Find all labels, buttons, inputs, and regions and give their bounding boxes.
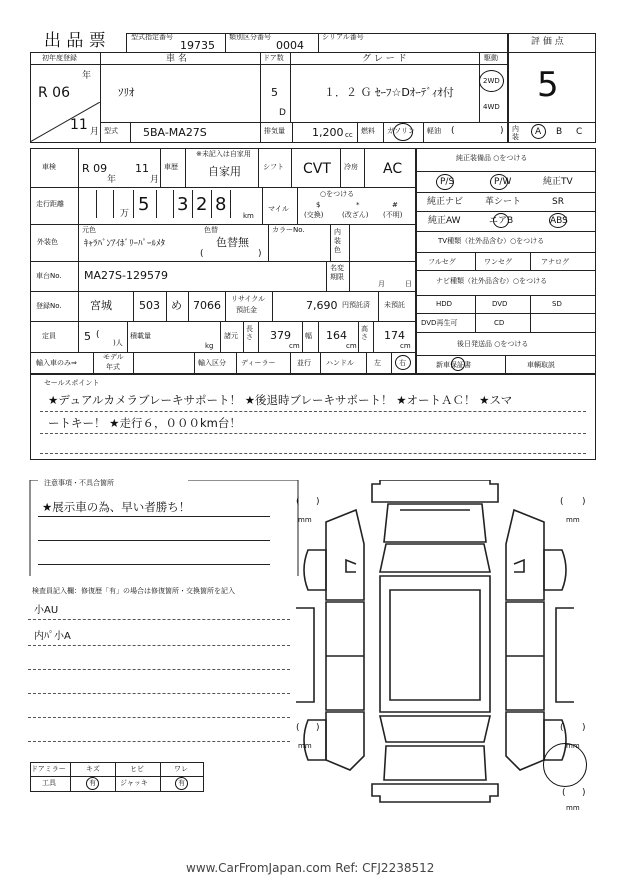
legend-broken: ワレ xyxy=(174,765,188,773)
tire-fl-bracket-left: ( xyxy=(296,497,300,507)
notes-label: 注意事項・不具合箇所 xyxy=(44,479,114,487)
displacement-label: 排気量 xyxy=(264,127,285,135)
import-label: 輸入車のみ⇒ xyxy=(36,359,77,367)
navi-dvd: DVD xyxy=(492,300,508,308)
mileage-digit-1: 3 xyxy=(177,194,189,215)
fuel-gasoline: ガソリン xyxy=(387,127,415,135)
tire-fr-bracket-left: ( xyxy=(560,497,564,507)
capacity-label: 定員 xyxy=(42,332,56,340)
tv-title: TV種類（社外品含む）○をつける xyxy=(438,237,545,245)
model-designation-value: 19735 xyxy=(180,39,215,52)
rating-label: 評 価 点 xyxy=(531,37,564,47)
color-paren-left: ( xyxy=(200,249,204,259)
tv-fullseg: フルセグ xyxy=(428,258,456,266)
man-suffix: 万 xyxy=(120,209,130,219)
interior-b: B xyxy=(556,127,563,137)
legend-tools: 工具 xyxy=(42,779,56,787)
load-label: 積載量 xyxy=(130,332,151,340)
handle-label: ハンドル xyxy=(326,359,354,367)
drive-label: 駆動 xyxy=(484,54,498,62)
name-change-label: 名変期限 xyxy=(330,264,344,281)
later-manual: 車輌取説 xyxy=(527,361,555,369)
equip-abs-circle xyxy=(549,213,567,228)
navi-hdd: HDD xyxy=(436,300,453,308)
mileage-label: 走行距離 xyxy=(36,200,64,208)
height-cm: cm xyxy=(400,342,411,350)
tire-rr-mm: mm xyxy=(566,742,580,750)
legend-door-mirror: ドアミラー xyxy=(31,765,66,773)
model-label: 型式 xyxy=(104,127,118,135)
interior-a-circle xyxy=(531,124,546,139)
inspector-label: 検査員記入欄：修復歴「有」の場合は修復箇所・交換箇所を記入 xyxy=(32,587,235,595)
tire-fl-bracket-right: ) xyxy=(316,497,320,507)
capacity-unit: )人 xyxy=(113,339,123,347)
tire-fr-mm: mm xyxy=(566,516,580,524)
legend-jack-has: 有 xyxy=(178,779,185,787)
legend-crack: ヒビ xyxy=(130,765,144,773)
legend-scratch: キズ xyxy=(86,765,100,773)
rating-value: 5 xyxy=(537,65,559,105)
tire-rr-bracket-right: ) xyxy=(582,723,586,733)
length-value: 379 xyxy=(270,329,291,342)
drive-2wd: 2WD xyxy=(483,77,500,85)
later-title: 後日発送品 ○をつける xyxy=(457,340,529,348)
navi-cd: CD xyxy=(494,319,505,327)
color-change-value: 色替無 xyxy=(216,236,249,249)
width-label: 幅 xyxy=(305,332,312,340)
interior-a: A xyxy=(535,127,542,137)
meter-unknown: (不明) xyxy=(383,211,403,219)
ac-value: AC xyxy=(383,161,403,177)
interior-color-label: 内装色 xyxy=(334,228,341,254)
inspector-line-2: 内ﾊﾟ小A xyxy=(34,631,71,642)
mileage-digit-3: 8 xyxy=(215,194,227,215)
original-color-label: 元色 xyxy=(82,226,96,234)
drive-2wd-circle xyxy=(479,70,504,92)
navi-sd: SD xyxy=(552,300,562,308)
registration-area: 宮城 xyxy=(90,299,112,312)
genuine-title: 純正装備品 ○をつける xyxy=(456,154,528,162)
tire-rl-mm: mm xyxy=(298,742,312,750)
recycle-label-2: 預託金 xyxy=(236,306,257,314)
color-no-label: カラーNo. xyxy=(272,226,305,234)
displacement-value: 1,200 xyxy=(312,126,344,139)
sales-label: セールスポイント xyxy=(44,379,100,387)
tire-spare-bracket-right: ) xyxy=(582,788,586,798)
car-name-label: 車 名 xyxy=(166,54,187,64)
capacity-paren: ( xyxy=(96,330,100,340)
fuel-gasoline-circle xyxy=(393,123,413,141)
tire-fr-bracket-right: ) xyxy=(582,497,586,507)
legend-tools-has-circle xyxy=(86,777,99,790)
inspection-year-suffix: 年 xyxy=(107,175,117,185)
model-value: 5BA-MA27S xyxy=(143,126,207,139)
capacity-value: 5 xyxy=(84,330,91,343)
length-cm: cm xyxy=(289,342,300,350)
car-name: ｿﾘｵ xyxy=(118,86,135,99)
ac-label: 冷房 xyxy=(344,163,358,171)
height-label: 高さ xyxy=(361,325,368,341)
equip-leather: 革シート xyxy=(485,197,522,207)
inspection-month-suffix: 月 xyxy=(150,175,160,185)
spare-tire-circle xyxy=(543,743,587,787)
equip-genuine-navi: 純正ナビ xyxy=(427,197,464,207)
serial-label: シリアル番号 xyxy=(322,33,364,41)
fuel-diesel: 軽油 xyxy=(427,127,441,135)
mileage-digit-2: 2 xyxy=(196,194,208,215)
year-suffix: 年 xyxy=(82,71,92,81)
sheet-title: 出 品 票 xyxy=(44,31,106,51)
navi-title: ナビ種類（社外品含む）○をつける xyxy=(436,277,548,285)
sales-line-1: ★デュアルカメラブレーキサポート！ ★後退時ブレーキサポート！ ★オートＡＣ！ ★スマ xyxy=(48,393,513,407)
import-class-label: 輸入区分 xyxy=(198,359,226,367)
legend-jack: ジャッキ xyxy=(120,779,148,787)
inspection-era: R 09 xyxy=(82,162,108,175)
equip-pw: P/W xyxy=(494,177,512,187)
mile-label: マイル xyxy=(268,205,289,213)
original-color: ｷｬﾗﾊﾞﾝｱｲﾎﾞﾘｰﾊﾟｰﾙﾒﾀ xyxy=(84,239,166,249)
tire-rl-bracket-right: ) xyxy=(316,723,320,733)
footer-watermark: www.CarFromJapan.com Ref: CFJ2238512 xyxy=(186,861,435,875)
vin-value: MA27S-129579 xyxy=(84,269,168,282)
doors-value: 5 xyxy=(271,86,278,99)
notes-line-1: ★展示車の為、早い者勝ち！ xyxy=(42,500,191,514)
mileage-man: 5 xyxy=(138,194,150,215)
month-suffix: 月 xyxy=(90,127,100,137)
vin-label: 車台No. xyxy=(36,272,62,280)
equip-airbag: エアB xyxy=(489,216,514,226)
handle-right-circle xyxy=(395,355,411,370)
registration-number: 7066 xyxy=(193,299,221,312)
equip-ps-circle xyxy=(436,174,454,190)
height-value: 174 xyxy=(384,329,405,342)
recycle-label-1: リサイクル xyxy=(231,295,266,303)
equip-pw-circle xyxy=(490,174,508,190)
equip-abs: ABS xyxy=(550,216,568,226)
drive-4wd: 4WD xyxy=(483,103,500,111)
interior-c: C xyxy=(576,127,583,137)
usage-value: 自家用 xyxy=(208,165,241,178)
usage-label: 車歴 xyxy=(164,163,178,171)
width-value: 164 xyxy=(326,329,347,342)
notes-bracket xyxy=(28,480,302,580)
first-registration-month: 11 xyxy=(70,117,88,133)
meter-exchanged: (交換) xyxy=(304,211,324,219)
grade-label: グ レ ー ド xyxy=(362,54,407,64)
cc-unit: cc xyxy=(345,131,353,139)
meter-unknown-symbol: # xyxy=(392,201,398,209)
inspection-label: 車検 xyxy=(42,163,56,171)
interior-label: 内装 xyxy=(512,125,519,141)
name-change-day: 日 xyxy=(405,280,412,288)
circle-note: ○をつける xyxy=(320,190,355,198)
doors-label: ドア数 xyxy=(263,54,284,62)
registration-class: 503 xyxy=(139,299,160,312)
meter-altered: (改ざん) xyxy=(342,211,369,219)
size-label: 諸元 xyxy=(224,332,238,340)
model-year-label-1: モデル xyxy=(103,353,124,361)
color-paren-right: ) xyxy=(258,249,262,259)
usage-note: ※未記入は自家用 xyxy=(196,150,251,158)
tv-analog: アナログ xyxy=(541,258,569,266)
tire-fl-mm: mm xyxy=(298,516,312,524)
first-registration-label: 初年度登録 xyxy=(42,54,77,62)
meter-altered-symbol: * xyxy=(356,201,360,209)
fuel-label: 燃料 xyxy=(361,127,375,135)
equip-ps: P/S xyxy=(440,177,455,187)
doors-d: D xyxy=(279,108,286,118)
tire-rl-bracket-left: ( xyxy=(296,723,300,733)
equip-genuine-aw: 純正AW xyxy=(428,216,461,226)
equip-airbag-circle xyxy=(493,213,509,228)
color-change-label: 色替 xyxy=(204,226,218,234)
registration-kana: め xyxy=(171,299,182,312)
shift-label: シフト xyxy=(263,163,284,171)
fuel-paren-left: ( xyxy=(451,126,455,136)
color-label: 外装色 xyxy=(37,238,58,246)
later-warranty-circle xyxy=(451,357,465,371)
equip-sr: SR xyxy=(552,197,564,207)
km-suffix: km xyxy=(243,212,254,220)
navi-dvd-player: DVD再生可 xyxy=(421,319,458,327)
classification-value: 0004 xyxy=(276,39,304,52)
handle-right: 右 xyxy=(399,359,406,367)
recycle-unit: 円預託済 xyxy=(342,301,370,309)
model-year-label-2: 年式 xyxy=(106,363,120,371)
registration-label: 登録No. xyxy=(36,302,62,310)
import-parallel: 並行 xyxy=(297,359,311,367)
equip-genuine-tv: 純正TV xyxy=(543,177,573,187)
classification-label: 類別区分番号 xyxy=(229,33,271,41)
sales-line-2: ートキー！ ★走行６，０００km台！ xyxy=(48,416,241,430)
grade-value: １．２ Ｇ ｾｰﾌ☆Dｵｰﾃﾞｨｵ付 xyxy=(324,86,454,99)
recycle-value: 7,690 xyxy=(306,299,338,312)
legend-jack-has-circle xyxy=(175,777,188,790)
fuel-paren-right: ) xyxy=(500,126,504,136)
meter-exchanged-symbol: $ xyxy=(316,201,321,209)
handle-left: 左 xyxy=(374,359,381,367)
recycle-unpaid: 未預託 xyxy=(384,301,405,309)
name-change-month: 月 xyxy=(378,280,385,288)
tire-spare-mm: mm xyxy=(566,804,580,812)
width-cm: cm xyxy=(346,342,357,350)
legend-tools-has: 有 xyxy=(89,779,96,787)
length-label: 長さ xyxy=(246,325,253,341)
first-registration-era: R 06 xyxy=(38,85,70,101)
inspection-month: 11 xyxy=(135,162,149,175)
model-designation-label: 型式指定番号 xyxy=(131,33,173,41)
import-dealer: ディーラー xyxy=(241,359,276,367)
shift-value: CVT xyxy=(303,161,331,177)
tire-rr-bracket-left: ( xyxy=(560,723,564,733)
load-kg: kg xyxy=(205,342,214,350)
tv-oneseg: ワンセグ xyxy=(484,258,512,266)
later-warranty: 新車保証書 xyxy=(436,361,471,369)
inspector-line-1: 小AU xyxy=(34,605,59,616)
tire-spare-bracket-left: ( xyxy=(562,788,566,798)
